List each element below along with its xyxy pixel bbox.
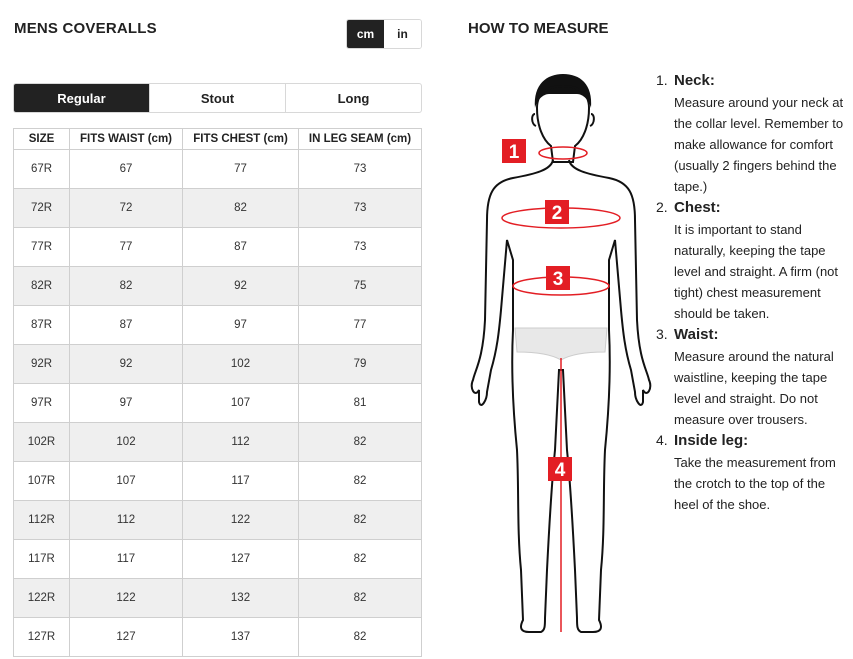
svg-text:4: 4	[554, 460, 566, 481]
svg-text:2: 2	[551, 203, 563, 224]
cell-size: 97R	[14, 384, 70, 423]
cell-leg: 73	[299, 228, 422, 267]
unit-cm-button[interactable]: cm	[347, 20, 384, 48]
cell-leg: 77	[299, 306, 422, 345]
cell-waist: 112	[70, 501, 183, 540]
tab-long[interactable]: Long	[285, 84, 421, 112]
cell-leg: 75	[299, 267, 422, 306]
table-row	[14, 618, 422, 657]
cell-chest: 102	[183, 345, 299, 384]
cell-chest: 92	[183, 267, 299, 306]
cell-waist: 127	[70, 618, 183, 657]
step-description: Measure around the natural waistline, keeping the tape level and straight. Do not measure over trousers.	[674, 349, 834, 427]
cell-chest: 87	[183, 228, 299, 267]
cell-waist: 87	[70, 306, 183, 345]
cell-size: 67R	[14, 150, 70, 189]
cell-waist: 72	[70, 189, 183, 228]
header-size: SIZE	[14, 129, 70, 150]
step-description: Take the measurement from the crotch to the top of the heel of the shoe.	[674, 455, 836, 512]
cell-waist: 107	[70, 462, 183, 501]
cell-size: 102R	[14, 423, 70, 462]
header-waist: FITS WAIST (cm)	[70, 129, 183, 150]
table-header-row	[14, 129, 422, 150]
cell-waist: 122	[70, 579, 183, 618]
table-row	[14, 384, 422, 423]
tab-stout[interactable]: Stout	[149, 84, 285, 112]
how-to-measure-title: HOW TO MEASURE	[468, 20, 609, 37]
cell-size: 107R	[14, 462, 70, 501]
cell-chest: 127	[183, 540, 299, 579]
cell-leg: 82	[299, 501, 422, 540]
marker-1-icon	[502, 139, 526, 163]
size-table	[13, 128, 422, 657]
cell-chest: 112	[183, 423, 299, 462]
table-row	[14, 579, 422, 618]
cell-leg: 82	[299, 618, 422, 657]
cell-chest: 77	[183, 150, 299, 189]
table-row	[14, 540, 422, 579]
cell-size: 122R	[14, 579, 70, 618]
cell-waist: 102	[70, 423, 183, 462]
step-number: 3.	[656, 326, 668, 342]
cell-size: 92R	[14, 345, 70, 384]
cell-leg: 82	[299, 462, 422, 501]
cell-waist: 77	[70, 228, 183, 267]
measure-markers	[465, 70, 655, 640]
table-row	[14, 423, 422, 462]
step-chest	[656, 197, 851, 324]
step-description: It is important to stand naturally, keeping the tape level and straight. A firm (not tight) chest measurement should be taken.	[674, 222, 839, 321]
table-row	[14, 345, 422, 384]
cell-chest: 107	[183, 384, 299, 423]
step-neck	[656, 70, 851, 197]
tab-regular[interactable]: Regular	[14, 84, 149, 112]
cell-leg: 82	[299, 579, 422, 618]
cell-chest: 82	[183, 189, 299, 228]
step-number: 2.	[656, 199, 668, 215]
table-row	[14, 189, 422, 228]
table-row	[14, 501, 422, 540]
cell-size: 77R	[14, 228, 70, 267]
cell-leg: 73	[299, 189, 422, 228]
cell-waist: 97	[70, 384, 183, 423]
svg-text:3: 3	[552, 269, 564, 290]
cell-chest: 122	[183, 501, 299, 540]
cell-chest: 97	[183, 306, 299, 345]
step-heading: Inside leg:	[674, 432, 749, 449]
cell-leg: 73	[299, 150, 422, 189]
step-description: Measure around your neck at the collar level. Remember to make allowance for comfort (usually 2 fingers behind the tape.)	[674, 95, 844, 194]
measure-steps	[656, 70, 851, 515]
step-number: 4.	[656, 432, 668, 448]
cell-size: 127R	[14, 618, 70, 657]
step-heading: Chest:	[674, 199, 721, 216]
cell-size: 87R	[14, 306, 70, 345]
body-diagram	[465, 70, 655, 640]
cell-size: 82R	[14, 267, 70, 306]
unit-toggle	[346, 19, 422, 49]
page-title: MENS COVERALLS	[14, 20, 157, 37]
table-row	[14, 228, 422, 267]
step-heading: Waist:	[674, 326, 719, 343]
table-row	[14, 462, 422, 501]
cell-chest: 117	[183, 462, 299, 501]
step-heading: Neck:	[674, 72, 715, 89]
marker-3-icon	[546, 266, 570, 290]
cell-chest: 132	[183, 579, 299, 618]
cell-leg: 82	[299, 423, 422, 462]
fit-tabs	[13, 83, 422, 113]
cell-chest: 137	[183, 618, 299, 657]
table-row	[14, 267, 422, 306]
step-inside-leg	[656, 430, 851, 515]
cell-leg: 81	[299, 384, 422, 423]
cell-size: 117R	[14, 540, 70, 579]
cell-waist: 117	[70, 540, 183, 579]
cell-waist: 82	[70, 267, 183, 306]
cell-size: 112R	[14, 501, 70, 540]
svg-text:1: 1	[508, 142, 520, 163]
header-leg: IN LEG SEAM (cm)	[299, 129, 422, 150]
cell-size: 72R	[14, 189, 70, 228]
header-chest: FITS CHEST (cm)	[183, 129, 299, 150]
cell-waist: 67	[70, 150, 183, 189]
step-number: 1.	[656, 72, 668, 88]
marker-4-icon	[548, 457, 572, 481]
unit-in-button[interactable]: in	[384, 20, 421, 48]
step-waist	[656, 324, 851, 430]
cell-leg: 82	[299, 540, 422, 579]
table-row	[14, 150, 422, 189]
cell-leg: 79	[299, 345, 422, 384]
marker-2-icon	[545, 200, 569, 224]
table-row	[14, 306, 422, 345]
cell-waist: 92	[70, 345, 183, 384]
